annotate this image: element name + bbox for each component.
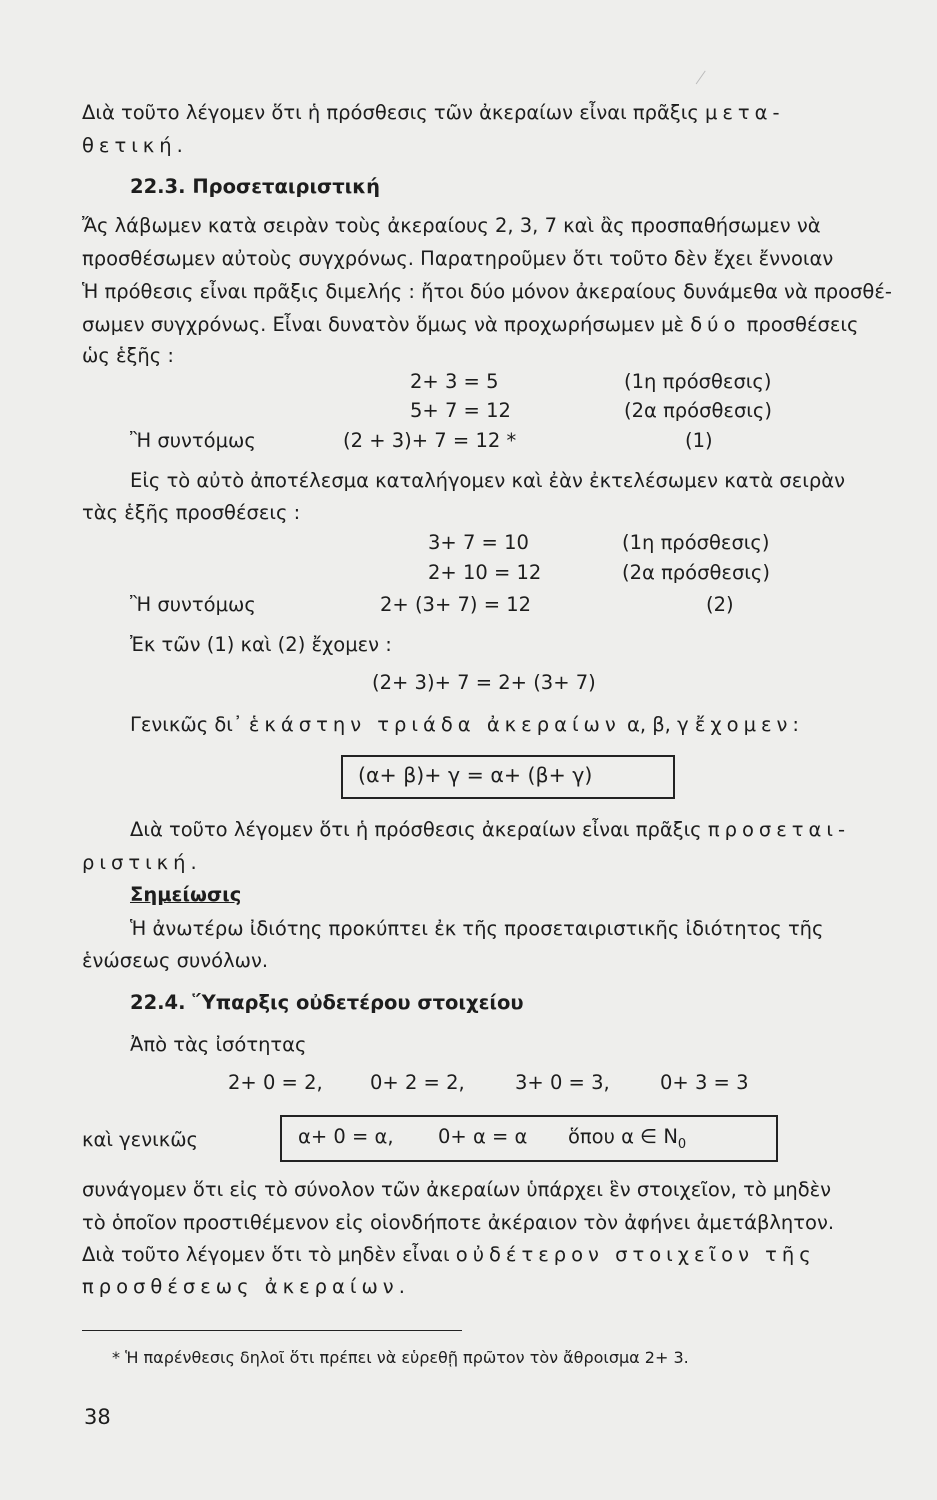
paragraph-text: προσθέσεις (746, 313, 859, 336)
footnote: * Ἡ παρένθεσις δηλοῖ ὅτι πρέπει νὰ εὑρεθῇ πρῶτον τὸν ἄθροισμα 2+ 3. (112, 1348, 689, 1367)
paragraph-line (130, 817, 850, 843)
paragraph-line: καὶ γενικῶς (82, 1128, 198, 1151)
paragraph-text: α, β, γ (626, 713, 689, 736)
equation-label: Ἢ συντόμως (130, 593, 256, 616)
paragraph-line: θετική. (82, 134, 188, 157)
subscript: 0 (677, 1136, 687, 1152)
equation: 0+ 2 = 2, (370, 1071, 465, 1094)
equation: 0+ 3 = 3 (660, 1071, 749, 1094)
paragraph-line (130, 712, 804, 738)
section-title: Προσεταιριστική (192, 175, 381, 198)
paragraph-line: ὡς ἑξῆς : (82, 344, 174, 367)
spaced-emphasis: ἔχομεν: (694, 713, 804, 736)
paragraph-text: Γενικῶς δι᾽ (130, 713, 243, 736)
equation-tag: (1) (685, 429, 713, 452)
section-heading-22-4 (130, 990, 524, 1016)
paragraph-line: Ἡ ἀνωτέρω ἰδιότης προκύπτει ἐκ τῆς προσεταιριστικῆς ἰδιότητος τῆς (130, 917, 824, 940)
equation: 5+ 7 = 12 (410, 399, 511, 422)
set-expression: ὅπου α ∈ N (568, 1125, 678, 1148)
paragraph-line: Εἰς τὸ αὐτὸ ἀποτέλεσμα καταλήγομεν καὶ ἐὰν ἐκτελέσωμεν κατὰ σειρὰν (130, 469, 845, 492)
paragraph-line: ἑνώσεως συνόλων. (82, 949, 269, 972)
paragraph-line: Ἄς λάβωμεν κατὰ σειρὰν τοὺς ἀκεραίους 2, 3, 7 καὶ ἂς προσπαθήσωμεν νὰ (82, 214, 821, 237)
section-number: 22.4. (130, 991, 186, 1014)
equation: 2+ 3 = 5 (410, 370, 499, 393)
paragraph-line: Ἡ πρόθεσις εἶναι πρᾶξις διμελής : ἤτοι δύο μόνον ἀκεραίους δυνάμεθα νὰ προσθέ- (82, 280, 892, 303)
paragraph-line: προσθέσωμεν αὐτοὺς συγχρόνως. Παρατηροῦμεν ὅτι τοῦτο δὲν ἔχει ἔννοιαν (82, 247, 834, 270)
paragraph-text: Διὰ τοῦτο λέγομεν ὅτι τὸ μηδὲν εἶναι (82, 1243, 450, 1266)
equation: 3+ 0 = 3, (515, 1071, 610, 1094)
paragraph-text: Διὰ τοῦτο λέγομεν ὅτι ἡ πρόσθεσις ἀκεραίων εἶναι πρᾶξις (130, 818, 702, 841)
equation-note: (1η πρόσθεσις) (624, 370, 772, 393)
equation: (2 + 3)+ 7 = 12 * (343, 429, 517, 452)
equation-note: (2α πρόσθεσις) (622, 561, 770, 584)
page-number: 38 (84, 1405, 111, 1429)
spaced-emphasis: οὐδέτερον στοιχεῖον τῆς (455, 1243, 816, 1266)
equation-tag: (2) (706, 593, 734, 616)
paragraph-line: τὰς ἑξῆς προσθέσεις : (82, 501, 301, 524)
equation: 3+ 7 = 10 (428, 531, 529, 554)
equation: 2+ (3+ 7) = 12 (380, 593, 532, 616)
equation: α+ 0 = α, (298, 1125, 394, 1148)
equation: 2+ 10 = 12 (428, 561, 542, 584)
spaced-emphasis: μετα- (704, 101, 785, 124)
paragraph-line: Ἐκ τῶν (1) καὶ (2) ἔχομεν : (130, 633, 392, 656)
equation: (2+ 3)+ 7 = 2+ (3+ 7) (372, 671, 596, 694)
equation (568, 1124, 686, 1158)
note-heading: Σημείωσις (130, 883, 242, 906)
paragraph-line: ριστική. (82, 851, 202, 874)
spaced-emphasis: προσεται- (707, 818, 851, 841)
section-title: Ὕπαρξις οὐδετέρου στοιχείου (192, 991, 524, 1014)
paragraph-line (82, 1242, 816, 1268)
spaced-emphasis: δύο (690, 313, 741, 336)
paragraph-line: Ἀπὸ τὰς ἰσότητας (130, 1033, 307, 1056)
equation-note: (1η πρόσθεσις) (622, 531, 770, 554)
scan-mark (696, 71, 708, 86)
equation: 0+ α = α (438, 1125, 528, 1148)
paragraph-line: προσθέσεως ἀκεραίων. (82, 1275, 410, 1298)
associative-law: (α+ β)+ γ = α+ (β+ γ) (358, 763, 593, 787)
paragraph-line: τὸ ὁποῖον προστιθέμενον εἰς οἱονδήποτε ἀκέραιον τὸν ἀφήνει ἀμετάβλητον. (82, 1211, 835, 1234)
section-heading-22-3 (130, 174, 380, 200)
footnote-rule (82, 1330, 462, 1331)
equation-label: Ἢ συντόμως (130, 429, 256, 452)
paragraph-text: Διὰ τοῦτο λέγομεν ὅτι ἡ πρόσθεσις τῶν ἀκεραίων εἶναι πρᾶξις (82, 101, 699, 124)
equation-note: (2α πρόσθεσις) (624, 399, 772, 422)
spaced-emphasis: ἑκάστην τριάδα ἀκεραίων (248, 713, 621, 736)
section-number: 22.3. (130, 175, 186, 198)
paragraph-line: συνάγομεν ὅτι εἰς τὸ σύνολον τῶν ἀκεραίων ὑπάρχει ἓν στοιχεῖον, τὸ μηδὲν (82, 1178, 832, 1201)
paragraph-line (82, 312, 858, 338)
equation: 2+ 0 = 2, (228, 1071, 323, 1094)
paragraph-text: σωμεν συγχρόνως. Εἶναι δυνατὸν ὅμως νὰ προχωρήσωμεν μὲ (82, 313, 685, 336)
paragraph-line (82, 100, 785, 126)
